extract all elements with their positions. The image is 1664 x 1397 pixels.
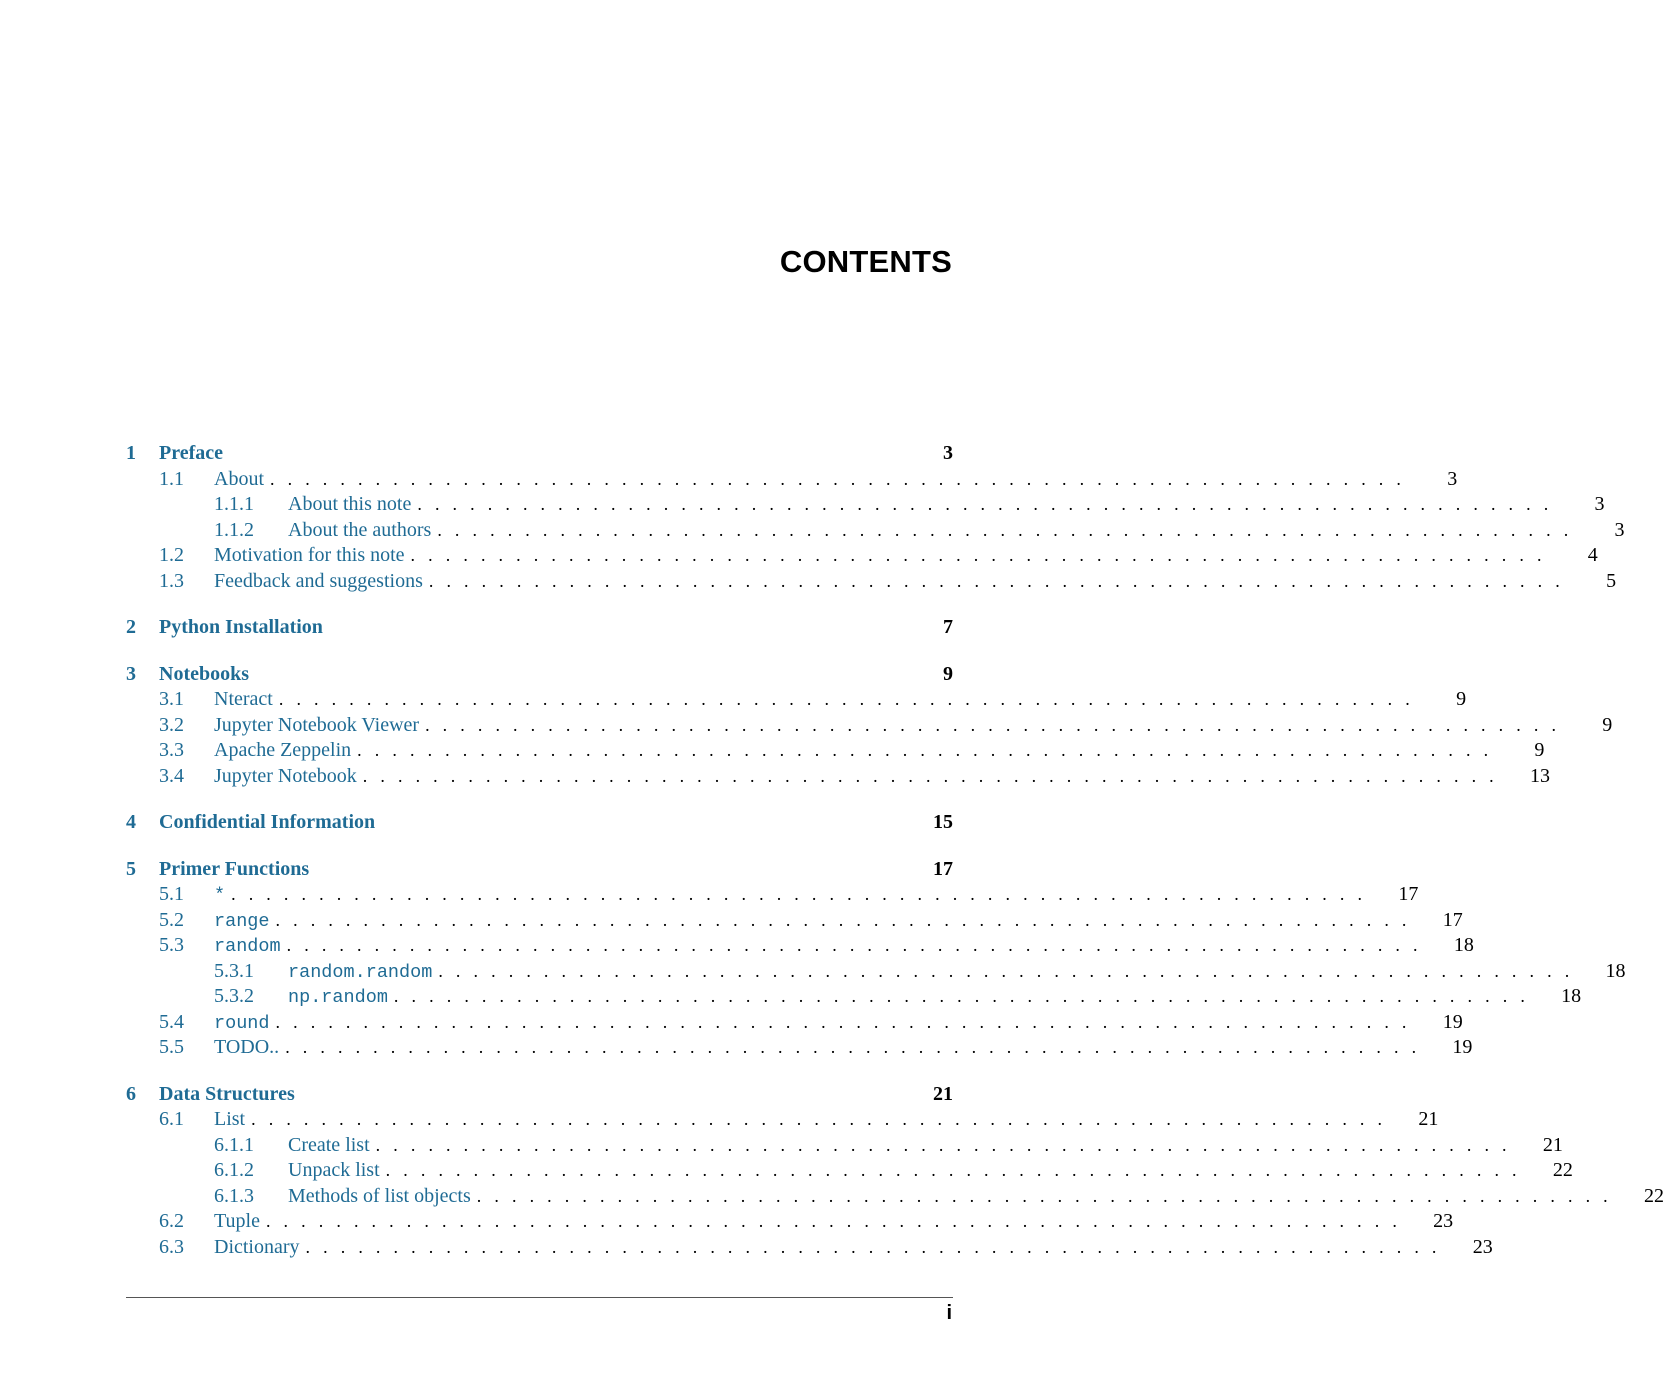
section-title-link[interactable]: Jupyter Notebook [214, 764, 357, 787]
toc-section-entry[interactable] [126, 933, 1474, 959]
dot-leader: . . . . . . . . . . . . . . . . . . . . . . . . . . . . . . . . . . . . . . . . . . . . . . . . . . . . . . . . . . . . . . . . . [285, 1037, 1421, 1057]
dot-leader: . . . . . . . . . . . . . . . . . . . . . . . . . . . . . . . . . . . . . . . . . . . . . . . . . . . . . . . . . . . . . . . . . [438, 960, 1574, 981]
section-title-link[interactable]: Apache Zeppelin [214, 739, 352, 761]
chapter-page-number: 3 [943, 442, 953, 464]
dot-leader: . . . . . . . . . . . . . . . . . . . . . . . . . . . . . . . . . . . . . . . . . . . . . . . . . . . . . . . . . . . . . . . . . [410, 545, 1546, 565]
section-number: 5.4 [159, 1010, 184, 1033]
chapter-page-number: 21 [933, 1082, 953, 1105]
toc-section-entry[interactable] [126, 1010, 1463, 1036]
section-title-link[interactable]: random [214, 936, 281, 957]
subsection-number: 5.3.1 [214, 959, 254, 982]
dot-leader: . . . . . . . . . . . . . . . . . . . . . . . . . . . . . . . . . . . . . . . . . . . . . . . . . . . . . . . . . . . . . . . . . [286, 935, 1422, 955]
dot-leader: . . . . . . . . . . . . . . . . . . . . . . . . . . . . . . . . . . . . . . . . . . . . . . . . . . . . . . . . . . . . . . . . . [231, 884, 1367, 904]
toc-chapter-entry[interactable] [126, 810, 953, 836]
subsection-title-link[interactable]: Methods of list objects [288, 1184, 471, 1207]
toc-chapter-entry[interactable] [126, 662, 953, 688]
contents-heading: CONTENTS [779, 244, 952, 279]
section-number: 1.2 [159, 544, 184, 566]
section-number: 5.2 [159, 908, 184, 931]
chapter-title-link[interactable]: Preface [159, 442, 224, 464]
section-title-link[interactable]: Tuple [214, 1210, 260, 1232]
dot-leader: . . . . . . . . . . . . . . . . . . . . . . . . . . . . . . . . . . . . . . . . . . . . . . . . . . . . . . . . . . . . . . . . . [278, 689, 1415, 709]
subsection-title-link[interactable]: About the authors [288, 518, 432, 541]
dot-leader: . . . . . . . . . . . . . . . . . . . . . . . . . . . . . . . . . . . . . . . . . . . . . . . . . . . . . . . . . . . . . . . . . [275, 1011, 1411, 1032]
section-page-number: 9 [1456, 688, 1467, 710]
subsection-number: 6.1.1 [214, 1133, 254, 1156]
toc-chapter-entry[interactable] [126, 857, 953, 883]
dot-leader: . . . . . . . . . . . . . . . . . . . . . . . . . . . . . . . . . . . . . . . . . . . . . . . . . . . . . . . . . . . . . . . . . [425, 714, 1561, 735]
dot-leader: . . . . . . . . . . . . . . . . . . . . . . . . . . . . . . . . . . . . . . . . . . . . . . . . . . . . . . . . . . . . . . . . . [428, 570, 1565, 591]
subsection-title-link[interactable]: np.random [288, 987, 388, 1008]
dot-leader: . . . . . . . . . . . . . . . . . . . . . . . . . . . . . . . . . . . . . . . . . . . . . . . . . . . . . . . . . . . . . . . . . [417, 494, 1553, 514]
section-title-link[interactable]: * [214, 885, 226, 906]
chapter-title-link[interactable]: Python Installation [159, 616, 323, 638]
toc-section-entry[interactable] [126, 1107, 1439, 1133]
section-page-number: 9 [1534, 739, 1545, 761]
section-title-link[interactable]: List [214, 1108, 246, 1130]
dot-leader: . . . . . . . . . . . . . . . . . . . . . . . . . . . . . . . . . . . . . . . . . . . . . . . . . . . . . . . . . . . . . . . . . [476, 1185, 1612, 1206]
toc-section-entry[interactable] [126, 882, 1419, 908]
chapter-page-number: 17 [933, 857, 953, 880]
section-title-link[interactable]: Dictionary [214, 1235, 300, 1258]
toc-subsection-entry[interactable] [126, 1133, 1563, 1159]
toc-subsection-entry[interactable] [126, 984, 1582, 1010]
section-number: 6.3 [159, 1235, 184, 1258]
chapter-number: 5 [126, 857, 136, 880]
chapter-number: 1 [126, 442, 136, 464]
section-page-number: 19 [1452, 1036, 1473, 1058]
toc-section-entry[interactable] [126, 467, 1458, 493]
chapter-title-link[interactable]: Notebooks [159, 662, 250, 685]
chapter-page-number: 15 [933, 811, 953, 833]
section-title-link[interactable]: round [214, 1012, 270, 1034]
dot-leader: . . . . . . . . . . . . . . . . . . . . . . . . . . . . . . . . . . . . . . . . . . . . . . . . . . . . . . . . . . . . . . . . . [305, 1236, 1441, 1257]
toc-chapter-entry[interactable] [126, 441, 953, 467]
dot-leader: . . . . . . . . . . . . . . . . . . . . . . . . . . . . . . . . . . . . . . . . . . . . . . . . . . . . . . . . . . . . . . . . . [275, 909, 1411, 930]
chapter-number: 4 [126, 811, 136, 833]
subsection-page-number: 22 [1643, 1184, 1664, 1207]
section-page-number: 21 [1418, 1108, 1439, 1130]
chapter-title-link[interactable]: Data Structures [159, 1082, 295, 1105]
section-number: 5.5 [159, 1036, 184, 1058]
subsection-page-number: 22 [1552, 1159, 1573, 1181]
footer-divider [126, 1297, 953, 1298]
section-title-link[interactable]: range [214, 910, 270, 932]
dot-leader: . . . . . . . . . . . . . . . . . . . . . . . . . . . . . . . . . . . . . . . . . . . . . . . . . . . . . . . . . . . . . . . . . [357, 740, 1493, 760]
chapter-number: 2 [126, 616, 136, 638]
subsection-title-link[interactable]: Unpack list [288, 1159, 380, 1181]
toc-section-entry[interactable] [126, 543, 1598, 569]
section-number: 5.3 [159, 934, 184, 956]
subsection-title-link[interactable]: Create list [288, 1133, 370, 1156]
dot-leader: . . . . . . . . . . . . . . . . . . . . . . . . . . . . . . . . . . . . . . . . . . . . . . . . . . . . . . . . . . . . . . . . . [385, 1160, 1521, 1180]
section-number: 3.2 [159, 713, 184, 736]
section-page-number: 17 [1398, 883, 1419, 905]
chapter-number: 6 [126, 1082, 136, 1105]
section-page-number: 4 [1587, 544, 1598, 566]
subsection-title-link[interactable]: About this note [288, 493, 412, 515]
toc-chapter-entry[interactable] [126, 1082, 953, 1108]
toc-section-entry[interactable] [126, 569, 1617, 595]
section-title-link[interactable]: TODO.. [214, 1036, 280, 1058]
toc-subsection-entry[interactable] [126, 518, 1625, 544]
toc-section-entry[interactable] [126, 908, 1463, 934]
toc-subsection-entry[interactable] [126, 492, 1605, 518]
dot-leader: . . . . . . . . . . . . . . . . . . . . . . . . . . . . . . . . . . . . . . . . . . . . . . . . . . . . . . . . . . . . . . . . . [362, 765, 1498, 786]
footer-page-number: i [946, 1302, 952, 1324]
section-page-number: 19 [1442, 1010, 1463, 1033]
subsection-number: 6.1.3 [214, 1184, 254, 1207]
dot-leader: . . . . . . . . . . . . . . . . . . . . . . . . . . . . . . . . . . . . . . . . . . . . . . . . . . . . . . . . . . . . . . . . . [375, 1134, 1511, 1155]
dot-leader: . . . . . . . . . . . . . . . . . . . . . . . . . . . . . . . . . . . . . . . . . . . . . . . . . . . . . . . . . . . . . . . . . [251, 1109, 1387, 1129]
toc-subsection-entry[interactable] [126, 959, 1626, 985]
section-title-link[interactable]: Nteract [214, 688, 273, 710]
section-title-link[interactable]: Jupyter Notebook Viewer [214, 713, 420, 736]
section-number: 5.1 [159, 883, 184, 905]
subsection-page-number: 3 [1594, 493, 1605, 515]
toc-section-entry[interactable] [126, 1209, 1454, 1235]
toc-section-entry[interactable] [126, 1035, 1473, 1061]
section-number: 1.3 [159, 569, 184, 592]
toc-chapter-entry[interactable] [126, 615, 953, 641]
section-page-number: 23 [1472, 1235, 1493, 1258]
dot-leader: . . . . . . . . . . . . . . . . . . . . . . . . . . . . . . . . . . . . . . . . . . . . . . . . . . . . . . . . . . . . . . . . . [265, 1211, 1402, 1231]
toc-section-entry[interactable] [126, 764, 1550, 790]
section-page-number: 17 [1442, 908, 1463, 931]
chapter-title-link[interactable]: Confidential Information [159, 811, 376, 833]
section-page-number: 18 [1453, 934, 1474, 956]
subsection-number: 1.1.2 [214, 518, 254, 541]
table-of-contents [126, 441, 1664, 1260]
chapter-page-number: 7 [943, 616, 953, 638]
toc-subsection-entry[interactable] [126, 1158, 1573, 1184]
section-title-link[interactable]: Feedback and suggestions [214, 569, 423, 592]
section-page-number: 13 [1529, 764, 1550, 787]
section-number: 3.4 [159, 764, 184, 787]
dot-leader: . . . . . . . . . . . . . . . . . . . . . . . . . . . . . . . . . . . . . . . . . . . . . . . . . . . . . . . . . . . . . . . . . [270, 468, 1406, 489]
section-title-link[interactable]: Motivation for this note [214, 544, 405, 566]
subsection-page-number: 18 [1605, 959, 1626, 982]
subsection-page-number: 18 [1561, 985, 1582, 1007]
section-page-number: 5 [1606, 569, 1617, 592]
subsection-page-number: 3 [1614, 518, 1625, 541]
chapter-page-number: 9 [943, 662, 953, 685]
toc-section-entry[interactable] [126, 738, 1545, 764]
section-number: 3.1 [159, 688, 184, 710]
subsection-number: 5.3.2 [214, 985, 254, 1007]
dot-leader: . . . . . . . . . . . . . . . . . . . . . . . . . . . . . . . . . . . . . . . . . . . . . . . . . . . . . . . . . . . . . . . . . [437, 519, 1573, 540]
section-number: 3.3 [159, 739, 184, 761]
dot-leader: . . . . . . . . . . . . . . . . . . . . . . . . . . . . . . . . . . . . . . . . . . . . . . . . . . . . . . . . . . . . . . . . . [393, 986, 1530, 1006]
section-number: 6.1 [159, 1108, 184, 1130]
section-title-link[interactable]: About [214, 467, 264, 490]
subsection-title-link[interactable]: random.random [288, 961, 433, 983]
subsection-page-number: 21 [1542, 1133, 1563, 1156]
section-page-number: 9 [1602, 713, 1613, 736]
section-page-number: 3 [1447, 467, 1458, 490]
toc-section-entry[interactable] [126, 687, 1467, 713]
subsection-number: 6.1.2 [214, 1159, 254, 1181]
section-number: 6.2 [159, 1210, 184, 1232]
subsection-number: 1.1.1 [214, 493, 254, 515]
chapter-number: 3 [126, 662, 136, 685]
section-number: 1.1 [159, 467, 184, 490]
toc-subsection-entry[interactable] [126, 1184, 1664, 1210]
chapter-title-link[interactable]: Primer Functions [159, 857, 310, 880]
toc-section-entry[interactable] [126, 1235, 1493, 1261]
section-page-number: 23 [1433, 1210, 1454, 1232]
toc-section-entry[interactable] [126, 713, 1613, 739]
